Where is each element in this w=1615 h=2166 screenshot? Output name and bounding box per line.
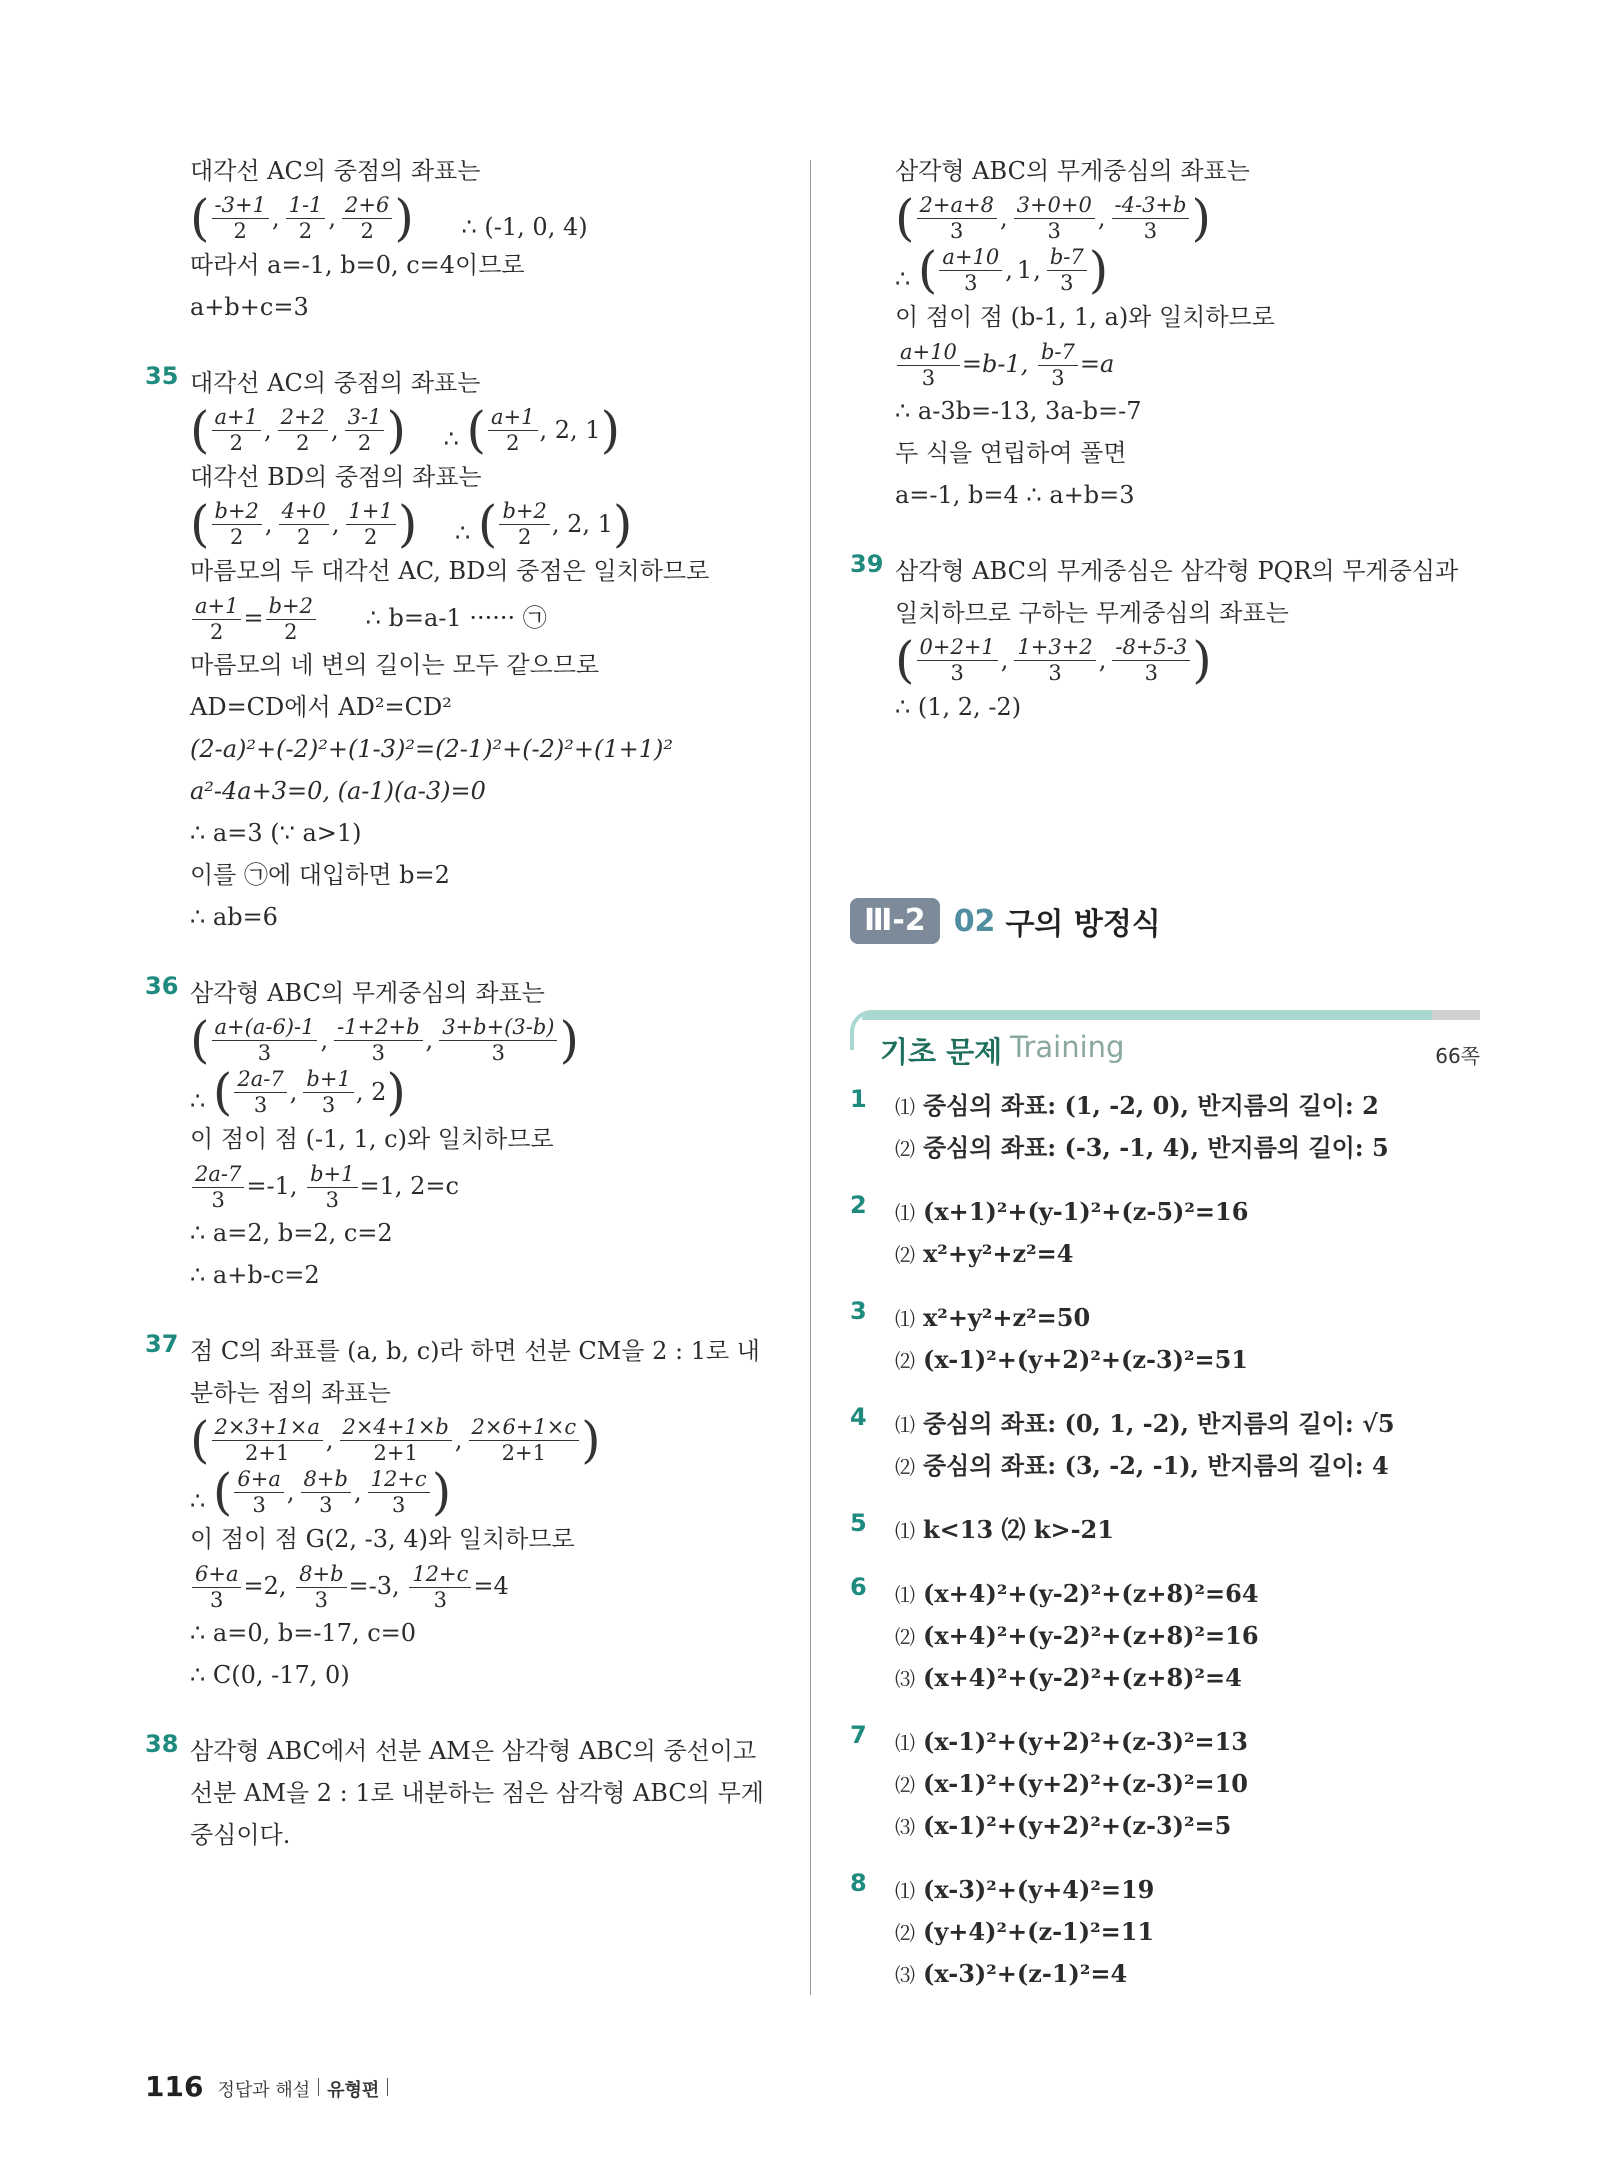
training-subtitle: Training	[1010, 1030, 1125, 1064]
text-line: 이 점이 점 (b-1, 1, a)와 일치하므로	[895, 303, 1275, 331]
fraction-vector: ( $\frac{2+a+8}{3}$ , $\frac{3+0+0}{3}$ , $\frac{-4-3+b}{3}$ )	[895, 189, 1211, 247]
right-paren: )	[386, 1063, 406, 1121]
left-paren: (	[190, 495, 210, 553]
answer-number: 8	[850, 1869, 867, 1897]
section-title: 구의 방정식	[1005, 907, 1161, 942]
fraction: $\frac{a+1}{2}$	[488, 405, 537, 456]
text-line: ∴ a+b-c=2	[190, 1261, 320, 1289]
column-divider	[810, 160, 811, 1995]
fraction: $\frac{2a-7}{3}$	[192, 1162, 244, 1213]
therefore-symbol: ∴	[190, 1487, 213, 1515]
equation-line: $\frac{a+10}{3}$ =b-1, $\frac{b-7}{3}$ =a	[895, 338, 1480, 390]
problem-38	[145, 1730, 770, 1856]
fraction-vector: ( $\frac{0+2+1}{3}$ , $\frac{1+3+2}{3}$ , $\frac{-8+5-3}{3}$ )	[895, 631, 1212, 689]
fraction: $\frac{6+a}{3}$	[192, 1562, 241, 1613]
answer-line: ⑵ 중심의 좌표: (3, -2, -1), 반지름의 길이: 4	[895, 1451, 1389, 1480]
answer-item	[850, 1403, 1480, 1487]
vector-line	[895, 241, 1480, 299]
left-paren: (	[212, 1463, 233, 1521]
page-number: 116	[145, 2070, 204, 2103]
fraction: $\frac{a+(a-6)-1}{3}$	[212, 1015, 318, 1066]
text-line: 삼각형 ABC의 무게중심의 좌표는	[895, 157, 1250, 185]
right-paren: )	[581, 1411, 601, 1469]
left-paren: (	[190, 189, 210, 247]
text-line: 일치하므로 구하는 무게중심의 좌표는	[895, 599, 1289, 627]
right-paren: )	[431, 1463, 452, 1521]
text-line: AD=CD에서 AD²=CD²	[190, 693, 452, 721]
text-line: 삼각형 ABC에서 선분 AM은 삼각형 ABC의 중선이고	[190, 1737, 757, 1765]
answer-list	[850, 1085, 1480, 2017]
fraction: $\frac{12+c}{3}$	[409, 1562, 471, 1613]
text-line: 대각선 AC의 중점의 좌표는	[190, 369, 481, 397]
vector-line	[190, 1063, 770, 1121]
text-line: 마름모의 두 대각선 AC, BD의 중점은 일치하므로	[190, 557, 710, 585]
answer-line: ⑵ (x-1)²+(y+2)²+(z-3)²=51	[895, 1345, 1248, 1374]
therefore-symbol: ∴	[895, 265, 918, 293]
text-line: 대각선 AC의 중점의 좌표는	[190, 157, 481, 185]
right-paren: )	[1191, 189, 1211, 247]
text-line: 중심이다.	[190, 1821, 291, 1849]
text-line: 분하는 점의 좌표는	[190, 1379, 391, 1407]
problem-37	[145, 1330, 770, 1696]
fraction-vector: ( $\frac{2\times 3+1\times a}{2+1}$ , $\frac{2\times 4+1\times b}{2+1}$ , $\frac{2\times 6+1\times c}{2+1}$ )	[190, 1411, 601, 1469]
therefore-symbol: ∴	[455, 519, 478, 547]
answer-item	[850, 1721, 1480, 1847]
right-paren: )	[386, 401, 406, 459]
fraction: $\frac{8+b}{3}$	[301, 1467, 351, 1518]
fraction: $\frac{b-7}{3}$	[1038, 340, 1078, 391]
fraction-vector: ( $\frac{a+10}{3}$ , 1 , $\frac{b-7}{3}$ )	[917, 241, 1109, 299]
fraction-vector: ( $\frac{b+2}{2}$ , $\frac{4+0}{2}$ , $\frac{1+1}{2}$ )	[190, 495, 418, 553]
result-text: ∴ b=a-1 ······ ㉠	[365, 604, 547, 632]
text-line: ∴ a-3b=-13, 3a-b=-7	[895, 397, 1142, 425]
text-line: (2-a)²+(-2)²+(1-3)²=(2-1)²+(-2)²+(1+1)²	[190, 735, 674, 763]
therefore-symbol: ∴	[190, 1087, 213, 1115]
text-line: a+b+c=3	[190, 293, 309, 321]
fraction: $\frac{2\times 4+1\times b}{2+1}$	[340, 1415, 452, 1466]
left-paren: (	[212, 1063, 233, 1121]
fraction-vector: ( $\frac{-3+1}{2}$ , $\frac{1-1}{2}$ , $\frac{2+6}{2}$ )	[190, 189, 414, 247]
answer-item	[850, 1085, 1480, 1169]
fraction: $\frac{1+1}{2}$	[346, 499, 396, 550]
fraction: $\frac{6+a}{3}$	[234, 1467, 283, 1518]
right-paren: )	[559, 1011, 579, 1069]
vector-line	[190, 1411, 770, 1469]
answer-line: ⑶ (x-3)²+(z-1)²=4	[895, 1959, 1128, 1988]
right-paren: )	[397, 495, 418, 553]
footer-divider	[318, 2078, 319, 2096]
fraction: $\frac{0+2+1}{3}$	[917, 635, 998, 686]
fraction: $\frac{b+2}{2}$	[266, 594, 316, 645]
answer-item	[850, 1297, 1480, 1381]
fraction: $\frac{2\times 3+1\times a}{2+1}$	[212, 1415, 323, 1466]
answer-number: 7	[850, 1721, 867, 1749]
fraction-vector: ( $\frac{2a-7}{3}$ , $\frac{b+1}{3}$ , 2 )	[212, 1063, 406, 1121]
answer-line: ⑴ (x+4)²+(y-2)²+(z+8)²=64	[895, 1579, 1259, 1608]
answer-number: 6	[850, 1573, 867, 1601]
text-line: 마름모의 네 변의 길이는 모두 같으므로	[190, 651, 600, 679]
right-paren: )	[394, 189, 414, 247]
answer-line: ⑴ x²+y²+z²=50	[895, 1303, 1091, 1332]
answer-line: ⑵ x²+y²+z²=4	[895, 1239, 1074, 1268]
answer-item	[850, 1191, 1480, 1275]
fraction-vector: ( $\frac{a+(a-6)-1}{3}$ , $\frac{-1+2+b}{3}$ , $\frac{3+b+(3-b)}{3}$ )	[190, 1011, 579, 1069]
fraction: $\frac{1+3+2}{3}$	[1014, 635, 1095, 686]
left-paren: (	[190, 401, 210, 459]
answer-number: 2	[850, 1191, 867, 1219]
problem-38-continuation	[850, 150, 1480, 516]
answer-number: 5	[850, 1509, 867, 1537]
equation-line: $\frac{2a-7}{3}$ =-1, $\frac{b+1}{3}$ =1, 2=c	[190, 1160, 770, 1212]
fraction: $\frac{a+10}{3}$	[939, 245, 1002, 296]
text-line: 대각선 BD의 중점의 좌표는	[190, 463, 482, 491]
answer-line: ⑵ (x-1)²+(y+2)²+(z-3)²=10	[895, 1769, 1248, 1798]
vector-line	[190, 1011, 770, 1069]
problem-36	[145, 972, 770, 1296]
section-badge: Ⅲ-2	[850, 898, 940, 944]
problem-35	[145, 362, 770, 938]
answer-line: ⑴ k<13 ⑵ k>-21	[895, 1515, 1114, 1544]
fraction-vector-result: ( $\frac{b+2}{2}$ , 2, 1 )	[477, 495, 633, 553]
answer-line: ⑴ 중심의 좌표: (1, -2, 0), 반지름의 길이: 2	[895, 1091, 1379, 1120]
section-number: 02	[953, 903, 996, 939]
vector-line	[895, 631, 1480, 689]
fraction: $\frac{a+10}{3}$	[897, 340, 960, 391]
text-line: 삼각형 ABC의 무게중심은 삼각형 PQR의 무게중심과	[895, 557, 1459, 585]
fraction: $\frac{1-1}{2}$	[286, 193, 326, 244]
problem-number: 35	[145, 362, 179, 390]
fraction: $\frac{3-1}{2}$	[345, 405, 385, 456]
vector-line	[190, 1463, 770, 1521]
vector-line	[895, 189, 1480, 247]
problem-number: 38	[145, 1730, 179, 1758]
equation-line: $\frac{6+a}{3}$ =2, $\frac{8+b}{3}$ =-3, $\frac{12+c}{3}$ =4	[190, 1560, 770, 1612]
fraction: $\frac{2\times 6+1\times c}{2+1}$	[469, 1415, 580, 1466]
answer-number: 4	[850, 1403, 867, 1431]
fraction: $\frac{-3+1}{2}$	[212, 193, 269, 244]
answer-line: ⑴ 중심의 좌표: (0, 1, -2), 반지름의 길이: √5	[895, 1409, 1395, 1438]
problem-39	[850, 550, 1480, 728]
answer-line: ⑴ (x-3)²+(y+4)²=19	[895, 1875, 1155, 1904]
answer-line: ⑵ 중심의 좌표: (-3, -1, 4), 반지름의 길이: 5	[895, 1133, 1389, 1162]
therefore-symbol: ∴	[443, 425, 467, 453]
left-column	[145, 150, 770, 1856]
fraction: $\frac{2+a+8}{3}$	[917, 193, 997, 244]
header-bar	[862, 1010, 1432, 1020]
left-paren: (	[895, 631, 915, 689]
problem-number: 37	[145, 1330, 179, 1358]
text-line: 삼각형 ABC의 무게중심의 좌표는	[190, 979, 545, 1007]
answer-line: ⑴ (x+1)²+(y-1)²+(z-5)²=16	[895, 1197, 1249, 1226]
text-line: ∴ (1, 2, -2)	[895, 693, 1022, 721]
fraction: $\frac{a+1}{2}$	[212, 405, 261, 456]
answer-line: ⑵ (x+4)²+(y-2)²+(z+8)²=16	[895, 1621, 1259, 1650]
fraction: $\frac{2a-7}{3}$	[234, 1067, 286, 1118]
section-header	[850, 898, 1161, 944]
training-header	[850, 1010, 1480, 1080]
left-paren: (	[190, 1411, 210, 1469]
answer-line: ⑵ (y+4)²+(z-1)²=11	[895, 1917, 1155, 1946]
text-line: a=-1, b=4 ∴ a+b=3	[895, 481, 1135, 509]
footer-part: 유형편	[327, 2080, 380, 2101]
vector-line	[190, 189, 770, 247]
text-line: 따라서 a=-1, b=0, c=4이므로	[190, 251, 525, 279]
answer-item	[850, 1573, 1480, 1699]
left-paren: (	[190, 1011, 210, 1069]
fraction: $\frac{3+b+(3-b)}{3}$	[439, 1015, 557, 1066]
text-line: ∴ ab=6	[190, 903, 278, 931]
fraction: $\frac{2+6}{2}$	[342, 193, 392, 244]
text-line: 선분 AM을 2 : 1로 내분하는 점은 삼각형 ABC의 무게	[190, 1779, 764, 1807]
text-line: 이 점이 점 (-1, 1, c)와 일치하므로	[190, 1125, 554, 1153]
text-line: ∴ a=3 (∵ a>1)	[190, 819, 362, 847]
text-line: 점 C의 좌표를 (a, b, c)라 하면 선분 CM을 2 : 1로 내	[190, 1337, 760, 1365]
fraction: $\frac{-8+5-3}{3}$	[1112, 635, 1190, 686]
answer-item	[850, 1869, 1480, 1995]
left-paren: (	[895, 189, 915, 247]
text-line: 두 식을 연립하여 풀면	[895, 439, 1127, 467]
fraction: $\frac{b-7}{3}$	[1047, 245, 1087, 296]
fraction: $\frac{4+0}{2}$	[279, 499, 329, 550]
text-line: 이를 ㉠에 대입하면 b=2	[190, 861, 450, 889]
fraction: $\frac{b+1}{3}$	[307, 1162, 357, 1213]
fraction-vector-result: ( $\frac{a+1}{2}$ , 2, 1 )	[466, 401, 621, 459]
training-title: 기초 문제	[880, 1035, 1003, 1069]
fraction: $\frac{8+b}{3}$	[296, 1562, 346, 1613]
fraction: $\frac{b+2}{2}$	[499, 499, 549, 550]
fraction: $\frac{b+2}{2}$	[212, 499, 262, 550]
fraction: $\frac{-1+2+b}{3}$	[334, 1015, 422, 1066]
answer-item	[850, 1509, 1480, 1551]
answer-line: ⑶ (x-1)²+(y+2)²+(z-3)²=5	[895, 1811, 1232, 1840]
answer-number: 3	[850, 1297, 867, 1325]
fraction: $\frac{3+0+0}{3}$	[1014, 193, 1095, 244]
problem-34-continuation	[145, 150, 770, 328]
header-bar-gray	[1432, 1010, 1480, 1020]
footer-divider	[387, 2078, 388, 2096]
right-paren: )	[1192, 631, 1212, 689]
answer-line: ⑶ (x+4)²+(y-2)²+(z+8)²=4	[895, 1663, 1242, 1692]
fraction-vector: ( $\frac{a+1}{2}$ , $\frac{2+2}{2}$ , $\frac{3-1}{2}$ )	[190, 401, 406, 459]
fraction: $\frac{2+2}{2}$	[278, 405, 328, 456]
right-column	[850, 150, 1480, 728]
page-footer	[145, 2070, 396, 2103]
fraction: $\frac{-4-3+b}{3}$	[1112, 193, 1190, 244]
result-text: ∴ (-1, 0, 4)	[461, 213, 588, 241]
equation-line: $\frac{a+1}{2}$ = $\frac{b+2}{2}$ ∴ b=a-1 ······ ㉠	[190, 592, 770, 644]
problem-number: 36	[145, 972, 179, 1000]
fraction-vector: ( $\frac{6+a}{3}$ , $\frac{8+b}{3}$ , $\frac{12+c}{3}$ )	[212, 1463, 452, 1521]
text-line: 이 점이 점 G(2, -3, 4)와 일치하므로	[190, 1525, 575, 1553]
answer-line: ⑴ (x-1)²+(y+2)²+(z-3)²=13	[895, 1727, 1248, 1756]
fraction: $\frac{b+1}{3}$	[303, 1067, 353, 1118]
text-line: a²-4a+3=0, (a-1)(a-3)=0	[190, 777, 486, 805]
text-line: ∴ C(0, -17, 0)	[190, 1661, 350, 1689]
text-line: ∴ a=0, b=-17, c=0	[190, 1619, 417, 1647]
vector-line	[190, 495, 770, 553]
text-line: ∴ a=2, b=2, c=2	[190, 1219, 393, 1247]
footer-title: 정답과 해설	[217, 2080, 311, 2101]
problem-number: 39	[850, 550, 884, 578]
fraction: $\frac{12+c}{3}$	[368, 1467, 430, 1518]
training-page-ref: 66쪽	[1435, 1044, 1480, 1068]
fraction: $\frac{a+1}{2}$	[192, 594, 241, 645]
answer-number: 1	[850, 1085, 867, 1113]
vector-line	[190, 401, 770, 459]
